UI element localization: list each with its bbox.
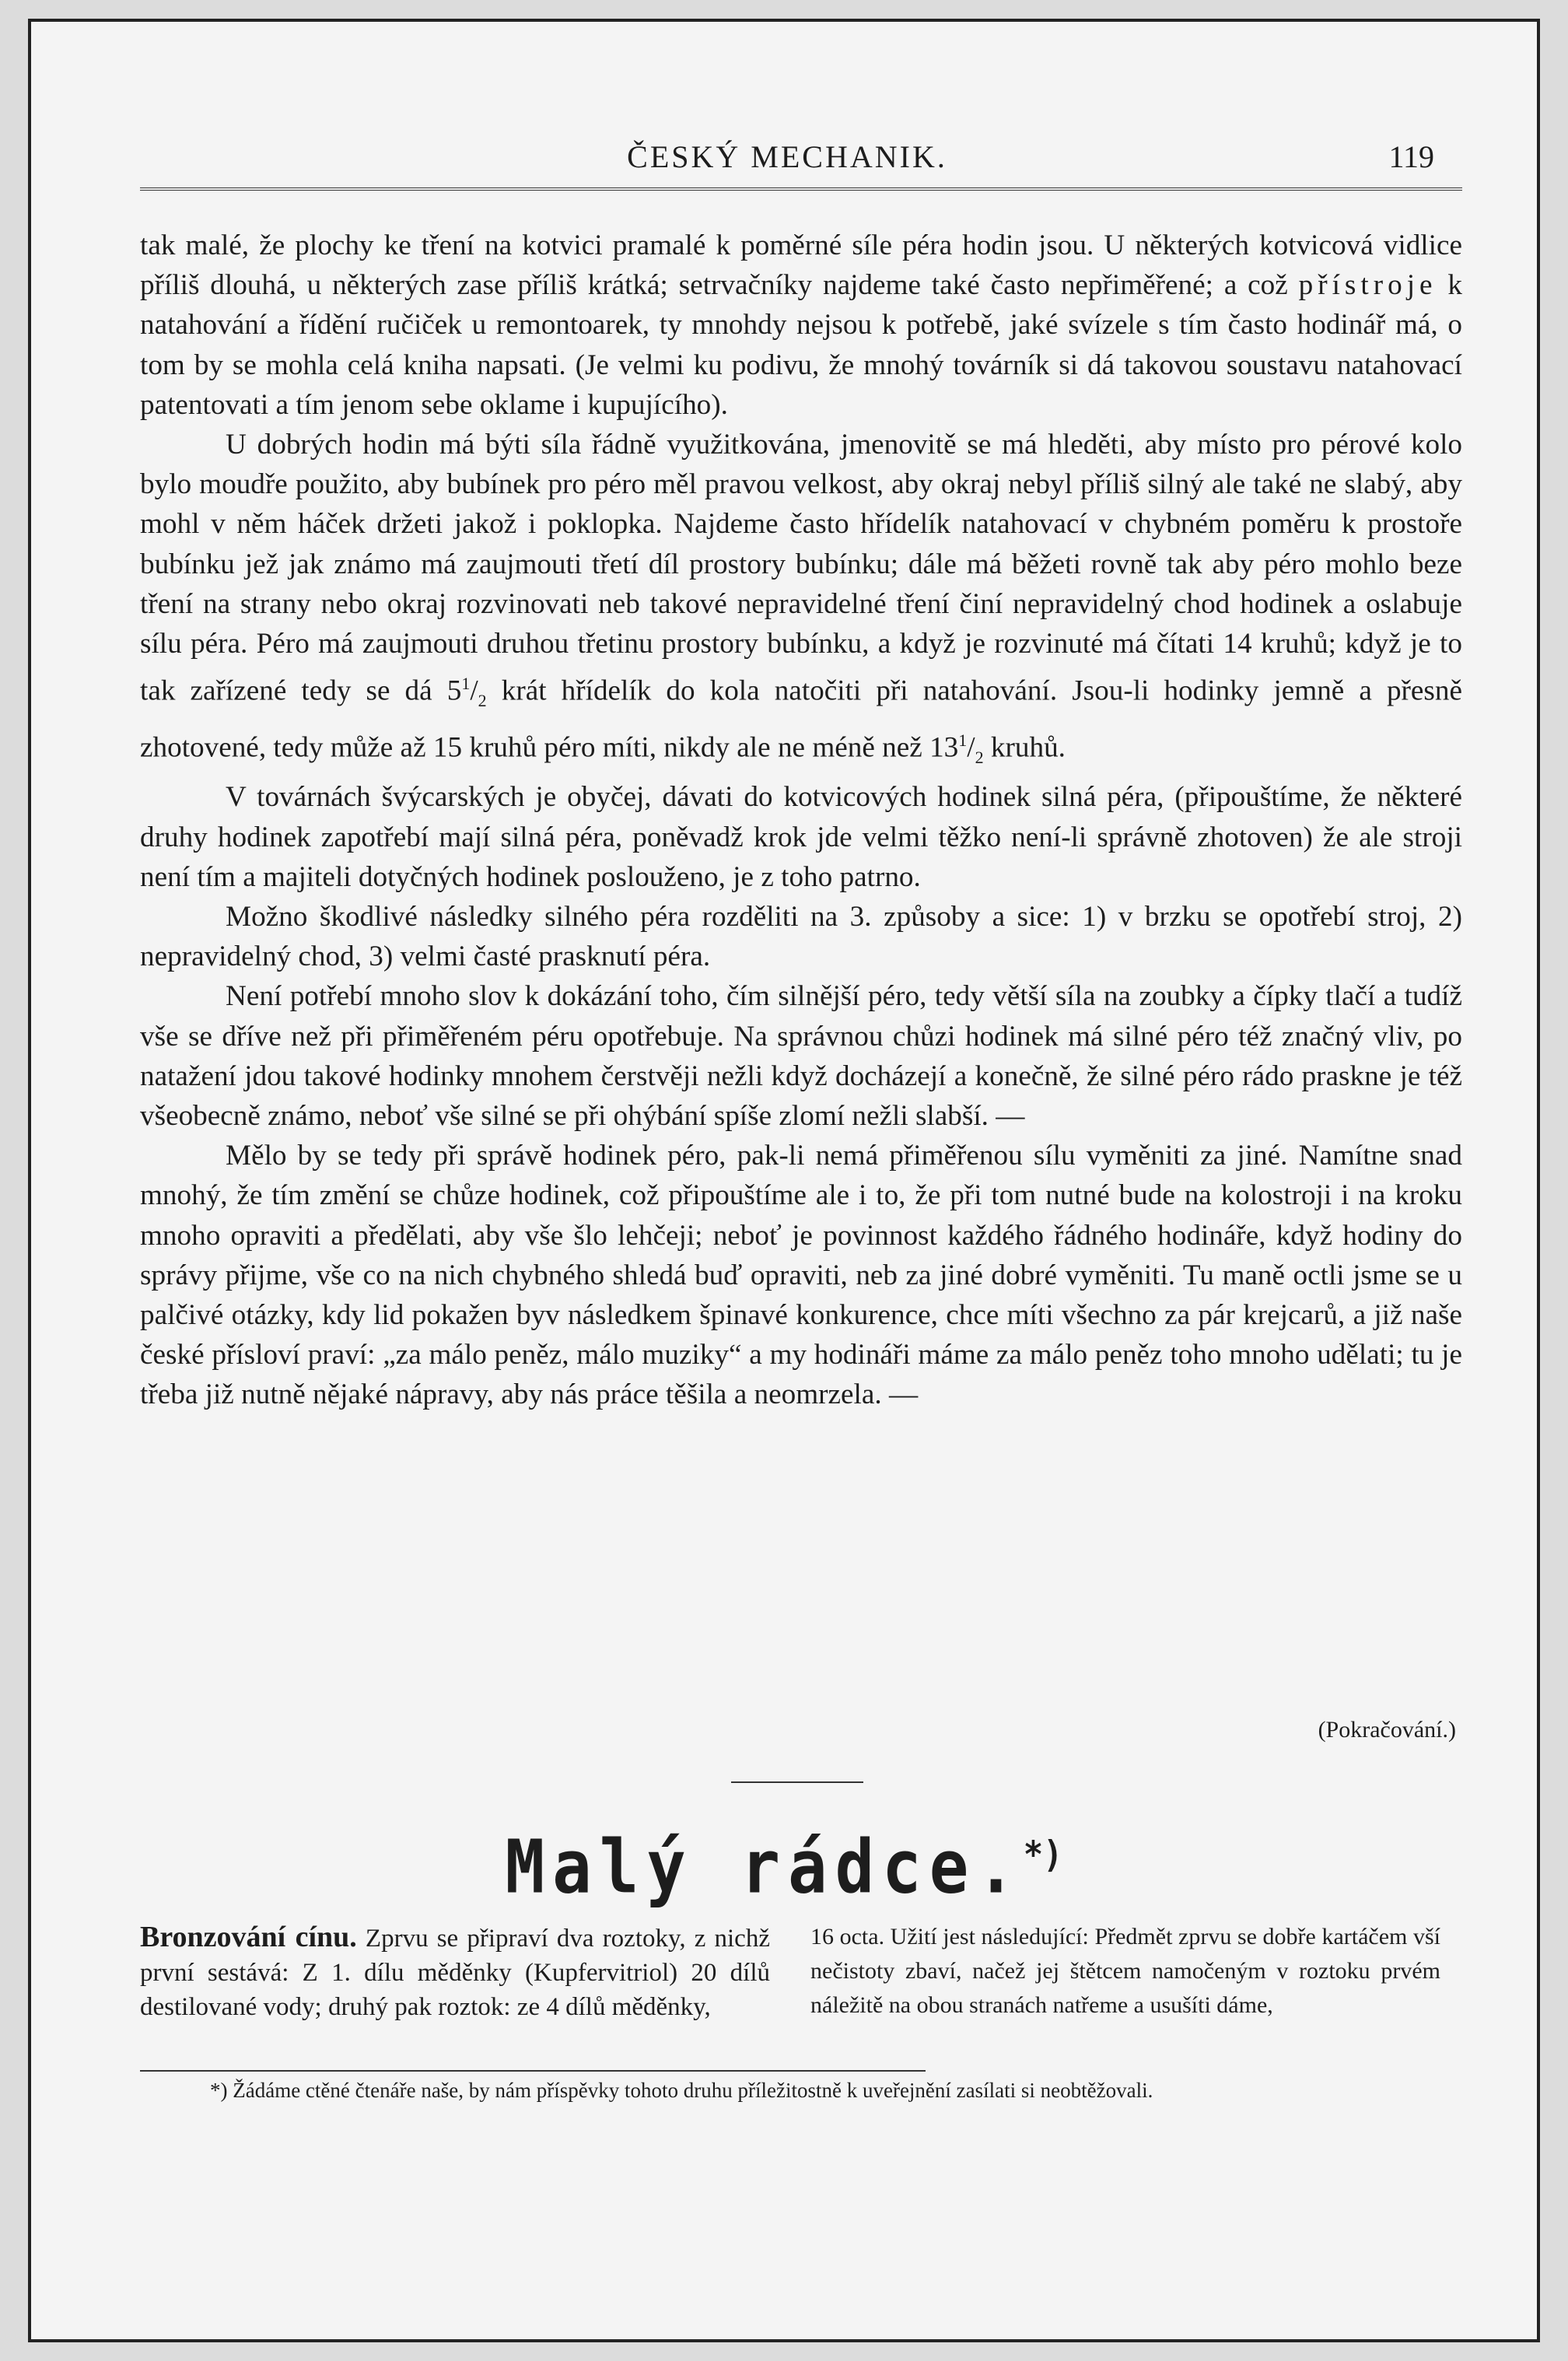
section-divider	[731, 1781, 863, 1783]
running-title: ČESKÝ MECHANIK.	[627, 139, 947, 174]
footnote-marker: *)	[1023, 1833, 1063, 1876]
paragraph-2: U dobrých hodin má býti síla řádně využitkována, jmenovitě se má hleděti, aby místo pro pérové kolo bylo moudře použito, aby bubínek pro péro měl pravou velkost, aby okraj nebyl příliš silný ale také ne slabý, aby mohl v něm háček držeti jakož i poklopka. Najdeme často hřídelík natahovací v chybném poměru k prostoře bubínku jež jak známo má zaujmouti třetí díl prostory bubínku; dále má běžeti rovně tak aby péro mohlo beze tření na strany nebo okraj rozvinovati neb takové nepravidelné tření činí nepravidelný chod hodinek a oslabuje sílu péra. Péro má zaujmouti druhou třetinu prostory bubínku, a když je rozvinuté má čítati 14 kruhů; když je to tak zařízené tedy se dá $5^1/_2$ krát hřídelík do kola natočiti při natahování. Jsou-li hodinky jemně a přesně zhotovené, tedy může až 15 kruhů péro míti, nikdy ale ne méně než $13^1/_2$ kruhů.	[140, 429, 1462, 768]
section-title: Malý rádce.*)	[505, 1824, 1063, 1910]
fraction-denominator: 2	[975, 748, 984, 768]
fraction-numerator: 1	[958, 730, 968, 751]
scanned-page	[28, 19, 1540, 2342]
running-head	[31, 138, 1543, 185]
paragraph-4: Možno škodlivé následky silného péra rozděliti na 3. způsoby a sice: 1) v brzku se opotřebí stroj, 2) nepravidelný chod, 3) velmi časté prasknutí péra.	[140, 900, 1462, 973]
paragraph-3: V továrnách švýcarských je obyčej, dávati do kotvicových hodinek silná péra, (připouštíme, že některé druhy hodinek zapotřebí mají silná péra, poněvadž krok jde velmi těžko není-li správně zhotoven) že ale stroji není tím a majiteli dotyčných hodinek poslouženo, je z toho patrno.	[140, 781, 1462, 893]
fraction-numerator: 1	[461, 674, 471, 694]
paragraph-6: Mělo by se tedy při správě hodinek péro, pak-li nemá přiměřenou sílu vyměniti za jiné. Namítne snad mnohý, že tím změní se chůze hodinek, což připouštíme ale i to, že při tom nutné bude na kolostroji i na kroku mnoho opraviti a předělati, aby vše šlo lehčeji; neboť je povinnost každého řádného hodináře, když hodiny do správy přijme, vše co na nich chybného shledá buď opraviti, neb za jiné dobré vyměniti. Tu maně octli jsme se u palčivé otázky, kdy lid pokažen byv následkem špinavé konkurence, chce míti všechno za pár krejcarů, a již naše české přísloví praví: „za málo peněz, málo muziky“ a my hodináři máme za málo peněz toho mnoho udělati; tu je třeba již nutně nějaké nápravy, aby nás práce těšila a neomrzela. —	[140, 1140, 1462, 1411]
footnote: *) Žádáme ctěné čtenáře naše, by nám příspěvky tohoto druhu příležitostně k uveřejnění zasílati si neobtěžovali.	[210, 2079, 1153, 2102]
paragraph-1: tak malé, že plochy ke tření na kotvici pramalé k poměrné síle péra hodin jsou. U některých kotvicová vidlice příliš dlouhá, u některých zase příliš krátká; setrvačníky najdeme také často nepřiměřené; a což přístroje k natahování a řídění ručiček u remontoarek, ty mnohdy nejsou k potřebě, jaké svízele s tím často hodinář má, o tom by se mohla celá kniha napsati. (Je velmi ku podivu, že mnohý továrník si dá takovou soustavu natahovací patentovati a tím jenom sebe oklame i kupujícího).	[140, 229, 1462, 421]
fraction-denominator: 2	[478, 691, 487, 711]
entry-heading: Bronzování cínu.	[140, 1921, 357, 1953]
article-body	[140, 226, 1462, 1415]
column-left: Bronzování cínu. Zprvu se připraví dva roztoky, z nichž první sestává: Z 1. dílu měděnky (Kupfervitriol) 20 dílů destilované vody; druhý pak roztok: ze 4 dílů měděnky,	[140, 1921, 770, 2021]
footnote-rule	[140, 2070, 926, 2072]
emphasis-spaced: přístroje	[1298, 269, 1437, 302]
page-number: 119	[1388, 139, 1434, 174]
column-right: 16 octa. Užití jest následující: Předmět zprvu se dobře kartáčem vší nečistoty zbaví, načež jej štětcem namočeným v roztoku prvém náležitě na obou stranách natřeme a usušíti dáme,	[810, 1924, 1440, 2018]
continued-note: (Pokračování.)	[1318, 1717, 1456, 1743]
paragraph-5: Není potřebí mnoho slov k dokázání toho, čím silnější péro, tedy větší síla na zoubky a čípky tlačí a tudíž vše se dříve než při přiměřeném péru opotřebuje. Na správnou chůzi hodinek má silné péro též značný vliv, po natažení jdou takové hodinky mnohem čerstvěji nežli když docházejí a konečně, že silné péro rádo praskne je též všeobecně známo, neboť vše silné se při ohýbání spíše zlomí nežli slabší. —	[140, 980, 1462, 1132]
header-rule	[140, 187, 1462, 191]
